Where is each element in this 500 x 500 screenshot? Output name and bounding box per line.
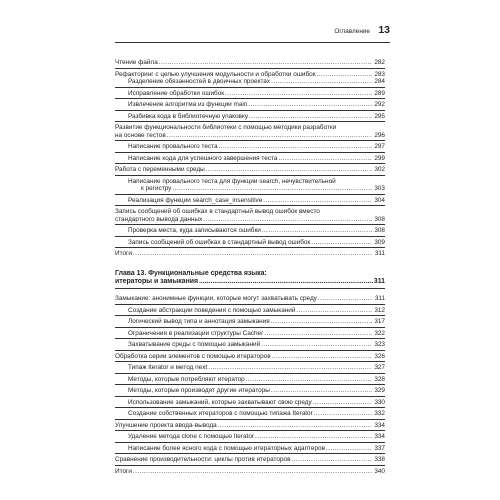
toc-entry[interactable]: Создание собственных итераторов с помощью типажа Iterator ..... 332 [115,410,385,418]
toc-entry[interactable]: Итоги ..... 311 [115,250,385,258]
toc-entry[interactable]: Проверка места, куда записываются ошибки ..... 308 [115,227,385,235]
toc-entry[interactable]: Создание абстракции поведения с помощью замыканий ..... 312 [115,307,385,315]
toc-entry-line2[interactable]: к регистру ..... 303 [115,185,385,193]
toc-block [115,236,385,248]
toc-block [115,373,385,385]
toc-entry[interactable]: Использование замыканий, которые захватывают свою среду ..... 330 [115,399,385,407]
page-number: 13 [378,24,390,36]
toc-block [115,224,385,236]
table-of-contents [115,57,385,476]
toc-block [115,453,385,465]
toc-block [115,175,385,194]
toc-block [115,163,385,175]
toc-block [115,121,385,140]
toc-entry[interactable]: Замыкание: анонимные функции, которые могут захватывать среду ..... 311 [115,295,385,303]
toc-entry-line1[interactable]: Развитие функциональности библиотеки с помощью методики разработки [115,124,337,131]
toc-entry[interactable]: Рефакторинг с целью улучшения модульности и обработки ошибок ..... 283 [115,71,385,79]
toc-block [115,396,385,408]
chapter-title-line1: Глава 13. Функциональные средства языка: [115,269,267,277]
toc-entry[interactable]: Написание более ясного кода с помощью итераторных адаптеров ..... 337 [115,445,385,453]
running-header [115,24,390,43]
toc-entry[interactable]: Обработка серии элементов с помощью итераторов ..... 326 [115,353,385,361]
toc-entry[interactable]: Методы, которые производят другие итераторы ..... 329 [115,387,385,395]
toc-block [115,152,385,164]
toc-block [115,87,385,99]
chapter-page: 311 [373,277,385,285]
toc-block [115,205,385,224]
toc-block [115,140,385,152]
toc-entry[interactable]: Запись сообщений об ошибках в стандартный вывод ошибок ..... 309 [115,239,385,247]
toc-entry[interactable]: Исправление обработки ошибок ..... 289 [115,90,385,98]
toc-block [115,419,385,431]
toc-entry[interactable]: Удаление метода clone с помощью Iterator ..... 334 [115,433,385,441]
toc-block [115,384,385,396]
toc-entry-line2[interactable]: стандартного вывода данных ..... 308 [115,216,385,224]
toc-entry-line2[interactable]: на основе тестов ..... 296 [115,132,385,140]
toc-entry[interactable]: Ограничения в реализации структуры Cacher ..... 322 [115,330,385,338]
chapter-heading[interactable] [115,270,385,287]
header-title: Оглавление [334,28,370,35]
toc-entry[interactable]: Работа с переменными среды ..... 302 [115,166,385,174]
toc-block [115,247,385,259]
toc-entry[interactable]: Разделение обязанностей в двоичных проектах ..... 284 [115,78,385,86]
toc-block [115,465,385,477]
toc-entry-line1[interactable]: Написание провального теста для функции search, нечувствительной [128,177,336,185]
chapter-title-line2: итераторы и замыкания [115,277,198,285]
toc-entry[interactable]: Логический вывод типа и аннотация замыкания ..... 317 [115,318,385,326]
toc-entry-line1[interactable]: Запись сообщений об ошибках в стандартный вывод ошибок вместо [115,208,320,215]
toc-block [115,338,385,350]
toc-block [115,361,385,373]
toc-entry[interactable]: Типаж Iterator и метод next ..... 327 [115,364,385,372]
toc-entry[interactable]: Разбивка кода в библиотечную упаковку ..... 295 [115,113,385,121]
toc-block [115,327,385,339]
toc-entry[interactable]: Написание провального теста ..... 297 [115,143,385,151]
toc-entry[interactable]: Захватывание среды с помощью замыканий ..... 323 [115,341,385,349]
toc-entry[interactable]: Сравнение производительности: циклы против итераторов ..... 338 [115,456,385,464]
toc-block [115,407,385,419]
toc-entry[interactable]: Чтение файла ..... 282 [115,59,385,67]
toc-block [115,430,385,442]
toc-block [115,68,385,87]
toc-block [115,194,385,206]
toc-block [115,293,385,304]
toc-entry[interactable]: Написание кода для успешного завершения теста ..... 299 [115,155,385,163]
toc-block [115,315,385,327]
toc-entry[interactable]: Методы, которые потребляют итератор ..... 328 [115,376,385,384]
toc-block [115,57,385,68]
toc-block [115,98,385,110]
toc-block [115,442,385,454]
toc-block [115,304,385,316]
toc-entry[interactable]: Извлечение алгоритма из функции main ..... 292 [115,101,385,109]
toc-entry[interactable]: Итоги ..... 340 [115,468,385,476]
toc-block [115,110,385,122]
toc-entry[interactable]: Реализация функции search_case_insensitive ..... 304 [115,197,385,205]
toc-entry[interactable]: Улучшение проекта ввода-вывода ..... 334 [115,422,385,430]
toc-block [115,350,385,362]
